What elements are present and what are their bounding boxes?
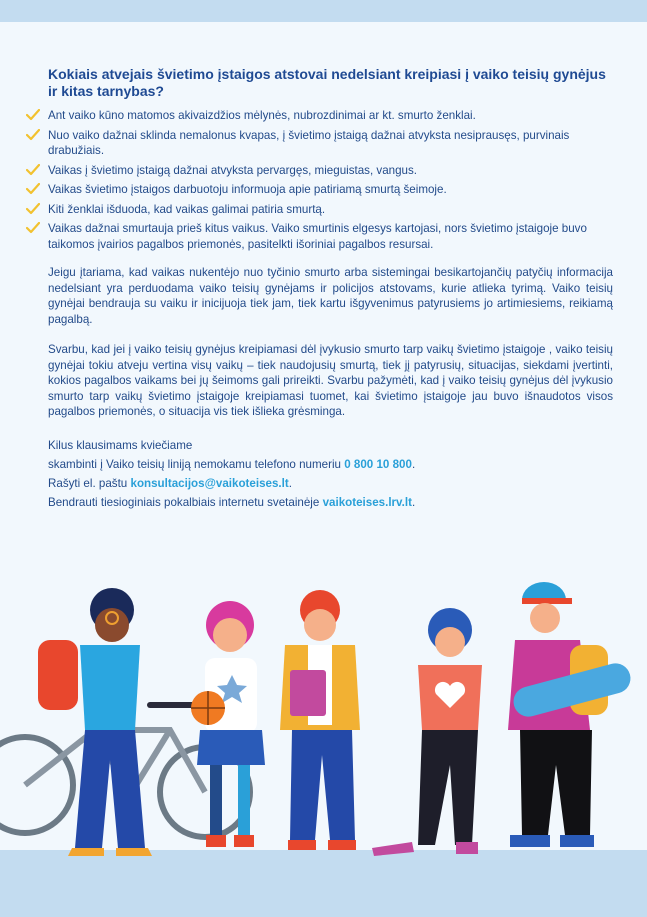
contact-intro: Kilus klausimams kviečiame [48,438,193,452]
list-item-text: Vaikas į švietimo įstaigą dažnai atvyksta pervargęs, mieguistas, vangus. [48,163,418,177]
notebook-icon [290,670,326,716]
phone-text: skambinti į Vaiko teisių liniją nemokamu telefono numeriu [48,457,341,471]
list-item-text: Vaikas švietimo įstaigos darbuotoju informuoja apie patiriamą smurtą šeimoje. [48,183,447,196]
phone-number-link[interactable]: 0 800 10 800 [344,457,412,471]
contact-block [48,436,613,512]
check-icon [26,183,40,195]
list-item-text: Vaikas dažnai smurtauja prieš kitus vaikus. Vaiko smurtinis elgesys kartojasi, nors švietimo įstaigoje buvo taikomos įvairios pagalbos priemonės, pasitelkti išoriniai pagalbos resursai. [48,222,587,251]
list-item-text: Ant vaiko kūno matomos akivaizdžios mėlynės, nubrozdinimai ar kt. smurto ženklai. [48,109,476,122]
child-figure [280,590,360,850]
contact-chat-line [48,493,613,512]
list-item [48,221,613,252]
chat-text: Bendrauti tiesioginiais pokalbiais internetu svetainėje [48,495,320,509]
check-icon [26,203,40,215]
paragraph-investigation: Jeigu įtariama, kad vaikas nukentėjo nuo tyčinio smurto arba sistemingai besikartojančių patyčių informacija nedelsiant yra perduodama vaiko teisių gynėjams ir policijos atstovams, kurie atlieka tyrimą. Vaiko teisių gynėjai bendrauja su vaiku ir inicijuoja tiek jam, tiek kartu išgyvenimus patyrusiems jo artimiesiems, reikiamą pagalbą. [48,266,613,326]
email-text: Rašyti el. paštu [48,476,128,490]
website-link[interactable]: vaikoteises.lrv.lt [322,495,412,509]
phone-end: . [411,457,416,471]
child-figure [372,608,482,856]
list-item [48,128,613,159]
paragraph-important: Svarbu, kad jei į vaiko teisių gynėjus kreipiamasi dėl įvykusio smurto tarp vaikų švietimo įstaigoje , vaiko teisių gynėjai tokiu atveju vertina visų vaikų – tiek naudojusių smurtą, tiek jį patyrusių, situacijas, siekdami įvertinti, kokios pagalbos vaikams bei jų šeimoms gali prireikti. Svarbu pažymėti, kad į vaiko teisių gynėjus dėl įvykusio smurto tarp vaikų švietimo įstaigoje kreipiamasi tuomet, kai švietimo įstaigoje jau buvo išnaudotos visos pagalbos priemonės, o situacija vis tiek išlieka grėsminga. [48,343,613,418]
email-end: . [288,476,292,490]
main-content [48,66,613,512]
basketball-icon [191,691,225,725]
list-item-text: Kiti ženklai išduoda, kad vaikas galimai patiria smurtą. [48,202,326,216]
email-link[interactable]: konsultacijos@vaikoteises.lt [130,476,289,490]
children-illustration [0,580,647,880]
check-icon [26,164,40,176]
website-end: . [411,495,416,509]
check-icon [26,222,40,234]
list-item [48,202,613,218]
list-item-text: Nuo vaiko dažnai sklinda nemalonus kvapas, į švietimo įstaigą dažnai atvyksta nesiprausęs, purvinais drabužiais. [48,128,570,157]
child-figure [508,582,634,847]
page-title: Kokiais atvejais švietimo įstaigos atstovai nedelsiant kreipiasi į vaiko teisių gynėjus ir kitas tarnybas? [48,66,606,99]
list-item [48,108,613,124]
check-icon [26,109,40,121]
top-band [0,0,647,22]
list-item [48,182,613,198]
list-item [48,163,613,179]
contact-email-line [48,474,613,493]
child-figure [191,601,265,847]
warning-signs-list [48,108,613,252]
contact-phone-line [48,455,613,474]
child-figure [38,588,152,856]
check-icon [26,129,40,141]
